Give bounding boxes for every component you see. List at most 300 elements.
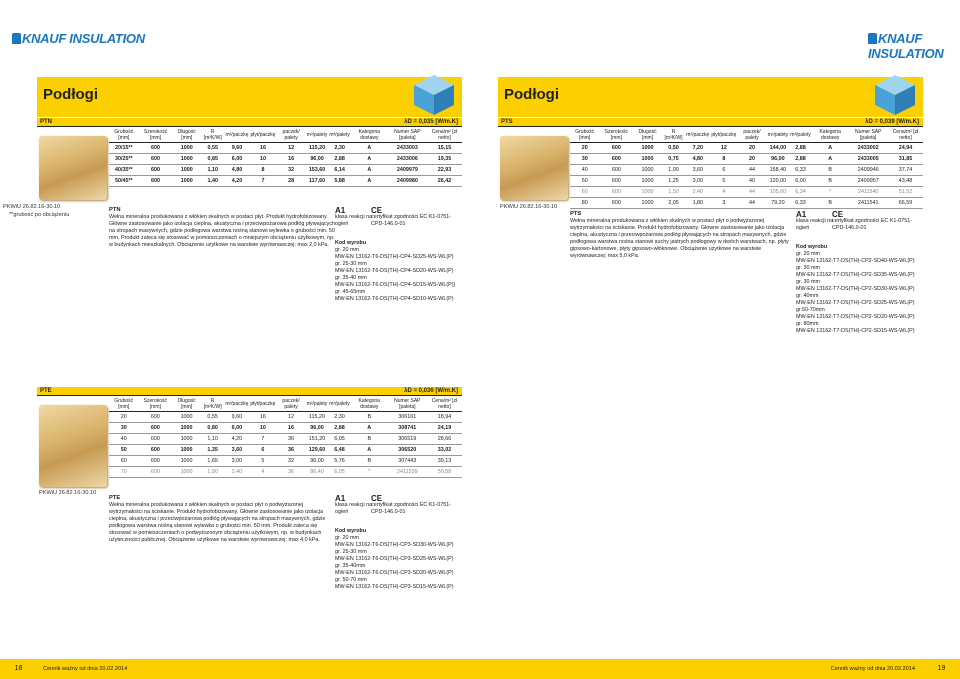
- column-header: m²/palety: [306, 128, 329, 143]
- table-row: [109, 165, 462, 176]
- table-cell: 66,59: [888, 198, 923, 209]
- column-header: m³/palety: [328, 128, 351, 143]
- pte-product-image: [39, 405, 107, 487]
- table-cell: 40: [737, 176, 766, 187]
- column-header: Numer SAP [paleta]: [849, 128, 888, 143]
- product-code-line: MW-EN 13162-T7-DS(TH)-CP2-SD15-WS-WL(P): [796, 328, 915, 334]
- product-code-line: gr. 25-30 mm: [335, 549, 367, 555]
- pte-product-codes: Kod wyrobu gr. 20 mm MW-EN 13162-T6-DS(TH)-CP3-SD30-WS-WL(P) gr. 25-30 mm MW-EN 13162-T6-DS(TH)-CP3-SD25-WS-WL(P) gr. 35-40mm MW-EN 13162-T6-DS(TH)-CP3-SD20-WS-WL(P) gr. 50-70 mm MW-EN 13162-T6-DS(TH)-CP3-SD15-WS-WL(P): [335, 528, 462, 591]
- table-cell: 43,48: [888, 176, 923, 187]
- column-header: Długość [mm]: [172, 397, 201, 412]
- table-cell: 40: [570, 165, 599, 176]
- table-cell: 600: [599, 187, 633, 198]
- right-page: [480, 0, 960, 679]
- table-cell: 2409979: [388, 165, 427, 176]
- table-cell: 1000: [172, 412, 201, 423]
- table-cell: 3,00: [224, 456, 249, 467]
- table-cell: 79,20: [767, 198, 790, 209]
- ptn-pkwiu: PKWiU 26.82.16-30.10: [3, 204, 61, 210]
- section-banner: [498, 77, 923, 117]
- column-header: Kategoria dostawy: [351, 128, 388, 143]
- table-cell: 2,05: [662, 198, 685, 209]
- column-header: Szerokość [mm]: [138, 397, 172, 412]
- table-cell: 60: [109, 456, 138, 467]
- ptn-class: A1 klasa reakcji na ogień: [335, 206, 373, 227]
- table-cell: 1000: [172, 445, 201, 456]
- table-cell: 12: [710, 143, 737, 154]
- table-cell: 2411539: [388, 467, 427, 478]
- product-code-line: gr. 50-70 mm: [335, 577, 367, 583]
- table-cell: 3: [710, 198, 737, 209]
- table-row: [570, 165, 923, 176]
- product-code-line: gr. 20 mm: [796, 251, 820, 257]
- pts-product-image: [500, 136, 568, 200]
- table-cell: 6: [710, 165, 737, 176]
- table-row: [109, 434, 462, 445]
- table-cell: 600: [139, 165, 173, 176]
- table-row: [570, 187, 923, 198]
- pts-table: [570, 128, 923, 209]
- table-cell: 12: [277, 143, 306, 154]
- table-cell: 2409946: [849, 165, 888, 176]
- table-cell: 24,19: [427, 423, 462, 434]
- table-cell: 1000: [172, 154, 201, 165]
- knauf-logo: KNAUF INSULATION: [868, 31, 944, 61]
- table-cell: A: [812, 154, 849, 165]
- product-code-line: MW-EN 13162-T7-DS(TH)-CP2-SD25-WS-WL(P): [796, 300, 915, 306]
- pts-class: A1 klasa reakcji na ogień: [796, 210, 834, 231]
- table-cell: 20: [737, 154, 766, 165]
- table-cell: 50: [109, 445, 138, 456]
- pte-table: [109, 397, 462, 478]
- product-code-line: gr. 80mm: [796, 321, 819, 327]
- table-cell: 1,10: [201, 434, 224, 445]
- table-cell: 4: [249, 467, 276, 478]
- table-cell: 44: [737, 187, 766, 198]
- column-header: Numer SAP [paleta]: [388, 128, 427, 143]
- table-cell: 3,00: [685, 176, 710, 187]
- column-header: Grubość [mm]: [570, 128, 599, 143]
- table-cell: 44: [737, 198, 766, 209]
- table-cell: 39,13: [427, 456, 462, 467]
- product-code-line: MW-EN 13162-T6-DS(TH)-CP4-SD25-WS-WL(P): [335, 254, 454, 260]
- pte-pkwiu: PKWiU 26.82.16-30.10: [39, 490, 97, 496]
- table-cell: 6,33: [789, 165, 812, 176]
- table-cell: 7: [249, 434, 276, 445]
- ptn-description: PTN Wełna mineralna produkowana z włókien skalnych w postaci płyt. Produkt hydrofobizowany. Główne zastosowanie jako izolacja cieplna, akustyczna i przeciwpożarowa podłóg pływających na stropach masywnych, gdzie podłogowa warstwa nośną stanowi wylewka o grubości min. 50 mm. Produkt zaleca się stosować w pomieszczeniach o mniejszym obciążeniu użytkowym, np. w budynkach mieszkalnych. Obciążenie użytkowe na warstwie wyrównawczej: max 2,0 kPa.: [109, 207, 335, 248]
- ptn-section: [3, 118, 462, 323]
- table-cell: 308741: [388, 423, 427, 434]
- table-row: [109, 467, 462, 478]
- table-cell: B: [351, 456, 388, 467]
- table-cell: 0,55: [201, 412, 224, 423]
- table-row: [570, 176, 923, 187]
- column-header: R [m²K/W]: [201, 397, 224, 412]
- table-cell: 1,65: [201, 456, 224, 467]
- table-cell: 2433003: [388, 143, 427, 154]
- table-cell: 10: [250, 154, 277, 165]
- table-cell: 144,00: [767, 143, 790, 154]
- table-cell: 30/25**: [109, 154, 139, 165]
- pte-cert: CE certyfikat zgodności EC K1-0751-CPD-146.0-01: [371, 495, 459, 516]
- table-cell: 600: [138, 434, 172, 445]
- table-cell: 36: [276, 434, 305, 445]
- table-cell: 105,60: [767, 187, 790, 198]
- table-cell: A: [351, 165, 388, 176]
- page-title: Podłogi: [504, 86, 559, 103]
- product-code-line: gr. 30 mm: [796, 279, 820, 285]
- table-cell: 8: [710, 154, 737, 165]
- table-cell: 4,20: [224, 434, 249, 445]
- column-header: płyt/paczkę: [250, 128, 277, 143]
- table-cell: 20: [570, 143, 599, 154]
- table-cell: 600: [138, 467, 172, 478]
- ptn-product-codes: Kod wyrobu gr. 20 mm MW-EN 13162-T6-DS(TH)-CP4-SD25-WS-WL(P) gr. 25-30 mm MW-EN 13162-T6-DS(TH)-CP4-SD20-WS-WL(P) gr. 35-40 mm MW-EN 13162-T6-DS(TH)-CP4-SD15-WS-WL(P)) gr. 45-65mm MW-EN 13162-T6-DS(TH)-CP4-SD10-WS-WL(P): [335, 240, 462, 303]
- table-cell: 600: [599, 165, 633, 176]
- table-cell: 20/15**: [109, 143, 139, 154]
- ptn-note: **grubość po obciążeniu: [9, 212, 70, 218]
- table-cell: *: [351, 467, 388, 478]
- table-cell: 96,00: [306, 456, 329, 467]
- column-header: m²/paczkę: [224, 128, 249, 143]
- table-cell: 32: [276, 456, 305, 467]
- table-cell: 6,05: [328, 434, 351, 445]
- table-cell: 6: [249, 445, 276, 456]
- table-cell: 51,52: [888, 187, 923, 198]
- table-cell: 1000: [633, 187, 662, 198]
- table-cell: 2409957: [849, 176, 888, 187]
- table-row: [109, 445, 462, 456]
- ptn-table: [109, 128, 462, 187]
- table-cell: 1,40: [201, 176, 224, 187]
- table-cell: 6,05: [328, 467, 351, 478]
- table-cell: 600: [139, 176, 173, 187]
- table-cell: 8: [250, 165, 277, 176]
- table-cell: 2409980: [388, 176, 427, 187]
- table-row: [109, 412, 462, 423]
- product-code-line: MW-EN 13162-T6-DS(TH)-CP3-SD30-WS-WL(P): [335, 542, 454, 548]
- product-code-line: MW-EN 13162-T6-DS(TH)-CP4-SD20-WS-WL(P): [335, 268, 454, 274]
- table-cell: 306161: [388, 412, 427, 423]
- column-header: Długość [mm]: [172, 128, 201, 143]
- table-cell: 1000: [633, 198, 662, 209]
- table-cell: 1,00: [662, 165, 685, 176]
- table-cell: 86,40: [306, 467, 329, 478]
- table-row: [570, 198, 923, 209]
- table-cell: 600: [138, 445, 172, 456]
- table-cell: 1000: [633, 143, 662, 154]
- page-number: 19: [923, 659, 960, 679]
- pte-section: [37, 387, 462, 627]
- ptn-cert: CE certyfikat zgodności EC K1-0751-CPD-146.0-01: [371, 207, 459, 228]
- table-cell: B: [351, 412, 388, 423]
- table-cell: 2411541: [849, 198, 888, 209]
- table-cell: 0,75: [662, 154, 685, 165]
- table-cell: 600: [138, 423, 172, 434]
- column-header: m²/palety: [767, 128, 790, 143]
- table-cell: 6,33: [789, 198, 812, 209]
- table-cell: B: [351, 434, 388, 445]
- ce-mark-icon: CE: [371, 206, 383, 215]
- house-cube-icon: [873, 73, 917, 117]
- table-cell: 4,80: [685, 154, 710, 165]
- table-cell: 1000: [172, 456, 201, 467]
- house-cube-icon: [412, 73, 456, 117]
- table-cell: A: [351, 143, 388, 154]
- table-cell: 80: [570, 198, 599, 209]
- table-cell: 7: [250, 176, 277, 187]
- table-cell: B: [812, 165, 849, 176]
- table-cell: 70: [109, 467, 138, 478]
- table-cell: 6,00: [224, 154, 249, 165]
- table-cell: 4,20: [224, 176, 249, 187]
- table-cell: 6,34: [789, 187, 812, 198]
- table-cell: 16: [249, 412, 276, 423]
- table-cell: 9,60: [224, 412, 249, 423]
- table-row: [570, 143, 923, 154]
- table-cell: 0,55: [201, 143, 224, 154]
- table-cell: 0,85: [201, 154, 224, 165]
- ptn-product-image: [39, 136, 107, 200]
- table-cell: 32: [277, 165, 306, 176]
- table-cell: 1000: [172, 467, 201, 478]
- product-code-line: gr. 40mm: [796, 293, 819, 299]
- table-cell: 28: [277, 176, 306, 187]
- table-cell: 24,94: [888, 143, 923, 154]
- table-cell: 1000: [172, 165, 201, 176]
- product-code-line: gr. 20 mm: [335, 247, 359, 253]
- table-cell: 60: [570, 187, 599, 198]
- product-code-line: MW-EN 13162-T6-DS(TH)-CP3-SD15-WS-WL(P): [335, 584, 454, 590]
- table-cell: 37,74: [888, 165, 923, 176]
- table-cell: 5,88: [328, 176, 351, 187]
- table-cell: 2,30: [328, 143, 351, 154]
- column-header: R [m²K/W]: [662, 128, 685, 143]
- table-cell: 117,60: [306, 176, 329, 187]
- table-cell: 1000: [172, 423, 201, 434]
- pte-header: PTE λD = 0,036 [W/m.K]: [37, 387, 462, 396]
- table-cell: 151,20: [306, 434, 329, 445]
- column-header: m²/palety: [306, 397, 329, 412]
- table-cell: 9,60: [224, 143, 249, 154]
- logo-icon: [12, 33, 21, 44]
- product-code-line: MW-EN 13162-T6-DS(TH)-CP4-SD10-WS-WL(P): [335, 296, 454, 302]
- product-code-line: MW-EN 13162-T7-DS(TH)-CP2-SD20-WS-WL(P): [796, 314, 915, 320]
- table-cell: 20: [737, 143, 766, 154]
- table-cell: 19,35: [427, 154, 462, 165]
- table-cell: B: [812, 176, 849, 187]
- column-header: Cena/m² [zł netto]: [427, 128, 462, 143]
- table-cell: 22,93: [427, 165, 462, 176]
- product-code-line: MW-EN 13162-T6-DS(TH)-CP3-SD20-WS-WL(P): [335, 570, 454, 576]
- pte-description: PTE Wełna mineralna produkowana z włókien skalnych w postaci płyt o podwyższonej wytrzymałości na ściskanie. Produkt hydrofobizowany. Główne zastosowanie jako izolacja cieplna, akustyczna i przeciwpożarowa podłóg pływających na stropach masywnych, gdzie podłogowa warstwa nośną stanowi wylewka o grubości min. 50 mm. Produkt zaleca się stosować w pomieszczeniach o podwyższonym obciążeniu użytkowym, np. w budynkach użyteczności publicznej. Obciążenie użytkowe na warstwie wyrównawczej: max 4,0 kPa.: [109, 495, 326, 543]
- ce-mark-icon: CE: [371, 494, 383, 503]
- table-cell: 0,80: [201, 423, 224, 434]
- column-header: R [m²K/W]: [201, 128, 224, 143]
- table-cell: 15,15: [427, 143, 462, 154]
- column-header: Szerokość [mm]: [139, 128, 173, 143]
- table-cell: 50: [570, 176, 599, 187]
- table-row: [109, 456, 462, 467]
- column-header: paczek/ palety: [737, 128, 766, 143]
- product-code-line: gr. 35-40 mm: [335, 275, 367, 281]
- table-cell: 3,60: [685, 165, 710, 176]
- table-cell: 4,80: [224, 165, 249, 176]
- table-cell: 2,88: [789, 154, 812, 165]
- table-cell: 158,40: [767, 165, 790, 176]
- column-header: płyt/paczkę: [710, 128, 737, 143]
- table-cell: 33,02: [427, 445, 462, 456]
- product-code-line: gr. 20 mm: [335, 535, 359, 541]
- table-cell: 2,88: [328, 154, 351, 165]
- pts-product-codes: Kod wyrobu gr. 20 mm MW-EN 13162-T7-DS(TH)-CP2-SD40-WS-WL(P) gr. 30 mm MW-EN 13162-T7-DS(TH)-CP2-SD35-WS-WL(P) gr. 30 mm MW-EN 13162-T7-DS(TH)-CP2-SD30-WS-WL(P) gr. 40mm MW-EN 13162-T7-DS(TH)-CP2-SD25-WS-WL(P) gr.50-70mm MW-EN 13162-T7-DS(TH)-CP2-SD20-WS-WL(P) gr. 80mm MW-EN 13162-T7-DS(TH)-CP2-SD15-WS-WL(P): [796, 244, 923, 335]
- column-header: m³/palety: [328, 397, 351, 412]
- product-code-line: MW-EN 13162-T7-DS(TH)-CP2-SD40-WS-WL(P): [796, 258, 915, 264]
- product-code-line: gr. 25-30 mm: [335, 261, 367, 267]
- table-cell: 26,42: [427, 176, 462, 187]
- table-cell: A: [812, 143, 849, 154]
- table-cell: 2,30: [328, 412, 351, 423]
- table-cell: 1000: [633, 165, 662, 176]
- pts-description: PTS Wełna mineralna produkowana z włókien skalnych w postaci płyt o podwyższonej wytrzymałości na ściskanie. Produkt hydrofobizowany. Główne zastosowanie jako izolacja cieplna, akustyczna i przeciwpożarowa podłóg pływających na stropach masywnych, gdzie podłogowa warstwa nośna stanowi suchy jastrych podłogowy w dwóch warstwach, np. płyty gipsowo-kartonowe, płyty gipsowo-włóknowe. Obciążenie użytkowe na warstwie wyrównawczej: max 5,0 kPa.: [570, 211, 789, 259]
- pte-class: A1 klasa reakcji na ogień: [335, 494, 373, 515]
- table-cell: 36: [276, 467, 305, 478]
- column-header: Długość [mm]: [633, 128, 662, 143]
- column-header: Kategoria dostawy: [351, 397, 388, 412]
- table-cell: 30: [570, 154, 599, 165]
- table-cell: 28,66: [427, 434, 462, 445]
- table-cell: 129,60: [306, 445, 329, 456]
- column-header: Cena/m² [zł netto]: [888, 128, 923, 143]
- table-cell: 10: [249, 423, 276, 434]
- table-cell: *: [812, 187, 849, 198]
- table-cell: 2433002: [849, 143, 888, 154]
- table-cell: 307443: [388, 456, 427, 467]
- table-cell: 20: [109, 412, 138, 423]
- table-cell: 96,00: [767, 154, 790, 165]
- product-code-line: MW-EN 13162-T7-DS(TH)-CP2-SD30-WS-WL(P): [796, 286, 915, 292]
- table-cell: 1,35: [201, 445, 224, 456]
- table-cell: 0,50: [662, 143, 685, 154]
- table-cell: 12: [276, 412, 305, 423]
- table-cell: 600: [138, 456, 172, 467]
- table-cell: 96,00: [306, 423, 329, 434]
- pts-header: PTS λD = 0,039 [W/m.K]: [498, 118, 923, 127]
- table-cell: 120,00: [767, 176, 790, 187]
- column-header: paczek/ palety: [276, 397, 305, 412]
- table-cell: A: [351, 423, 388, 434]
- column-header: Grubość [mm]: [109, 128, 139, 143]
- table-row: [109, 143, 462, 154]
- product-code-line: gr.50-70mm: [796, 307, 825, 313]
- table-cell: 6,00: [789, 176, 812, 187]
- column-header: Cena/m² [zł netto]: [427, 397, 462, 412]
- table-cell: 1,25: [662, 176, 685, 187]
- table-cell: 3,60: [224, 445, 249, 456]
- table-cell: A: [351, 176, 388, 187]
- table-cell: 6,14: [328, 165, 351, 176]
- ptn-header: PTN λD = 0,035 [W/m.K]: [37, 118, 462, 127]
- table-cell: 30: [109, 423, 138, 434]
- column-header: płyt/paczkę: [249, 397, 276, 412]
- table-row: [109, 423, 462, 434]
- table-cell: 1,80: [685, 198, 710, 209]
- table-cell: 1,10: [201, 165, 224, 176]
- table-cell: 2411540: [849, 187, 888, 198]
- table-cell: 306519: [388, 434, 427, 445]
- table-cell: B: [812, 198, 849, 209]
- pts-cert: CE certyfikat zgodności EC K1-0751-CPD-146.0-01: [832, 211, 920, 232]
- table-cell: 4: [710, 187, 737, 198]
- footer: Cennik ważny od dnia 20.02.2014: [480, 659, 923, 679]
- table-cell: 5: [249, 456, 276, 467]
- column-header: Numer SAP [paleta]: [388, 397, 427, 412]
- product-code-line: MW-EN 13162-T6-DS(TH)-CP3-SD25-WS-WL(P): [335, 556, 454, 562]
- pts-section: [498, 118, 923, 388]
- column-header: m³/palety: [789, 128, 812, 143]
- logo-icon: [868, 33, 877, 44]
- table-cell: 1000: [172, 143, 201, 154]
- table-cell: 31,85: [888, 154, 923, 165]
- table-cell: 600: [599, 198, 633, 209]
- table-cell: 1,50: [662, 187, 685, 198]
- table-cell: 2,88: [789, 143, 812, 154]
- table-row: [109, 176, 462, 187]
- table-cell: 5,76: [328, 456, 351, 467]
- table-cell: 16: [277, 154, 306, 165]
- table-row: [570, 154, 923, 165]
- product-code-line: MW-EN 13162-T6-DS(TH)-CP4-SD15-WS-WL(P)): [335, 282, 456, 288]
- table-cell: 5: [710, 176, 737, 187]
- product-code-line: gr. 30 mm: [796, 265, 820, 271]
- section-banner: [37, 77, 462, 117]
- table-cell: 18,94: [427, 412, 462, 423]
- table-cell: 600: [599, 176, 633, 187]
- page-title: Podłogi: [43, 86, 98, 103]
- table-cell: 153,60: [306, 165, 329, 176]
- table-cell: 1,90: [201, 467, 224, 478]
- table-cell: 600: [599, 143, 633, 154]
- column-header: m²/paczkę: [685, 128, 710, 143]
- page-number: 18: [0, 659, 37, 679]
- table-cell: 115,20: [306, 143, 329, 154]
- product-code-line: gr. 45-65mm: [335, 289, 366, 295]
- knauf-logo: KNAUF INSULATION: [12, 31, 145, 46]
- table-cell: 600: [138, 412, 172, 423]
- table-cell: 2,88: [328, 423, 351, 434]
- column-header: Kategoria dostawy: [812, 128, 849, 143]
- table-cell: 44: [737, 165, 766, 176]
- column-header: paczek/ palety: [277, 128, 306, 143]
- table-cell: 16: [250, 143, 277, 154]
- table-cell: 7,20: [685, 143, 710, 154]
- column-header: Grubość [mm]: [109, 397, 138, 412]
- table-cell: 600: [139, 154, 173, 165]
- table-cell: 6,00: [224, 423, 249, 434]
- table-cell: 40/35**: [109, 165, 139, 176]
- ce-mark-icon: CE: [832, 210, 844, 219]
- table-cell: 6,48: [328, 445, 351, 456]
- table-cell: 36: [276, 445, 305, 456]
- table-cell: 306520: [388, 445, 427, 456]
- table-cell: 2,40: [685, 187, 710, 198]
- table-cell: 2,40: [224, 467, 249, 478]
- table-cell: 1000: [633, 154, 662, 165]
- table-cell: 115,20: [306, 412, 329, 423]
- product-code-line: gr. 35-40mm: [335, 563, 366, 569]
- pts-pkwiu: PKWiU 26.82.16-30.10: [500, 204, 558, 210]
- product-code-line: MW-EN 13162-T7-DS(TH)-CP2-SD35-WS-WL(P): [796, 272, 915, 278]
